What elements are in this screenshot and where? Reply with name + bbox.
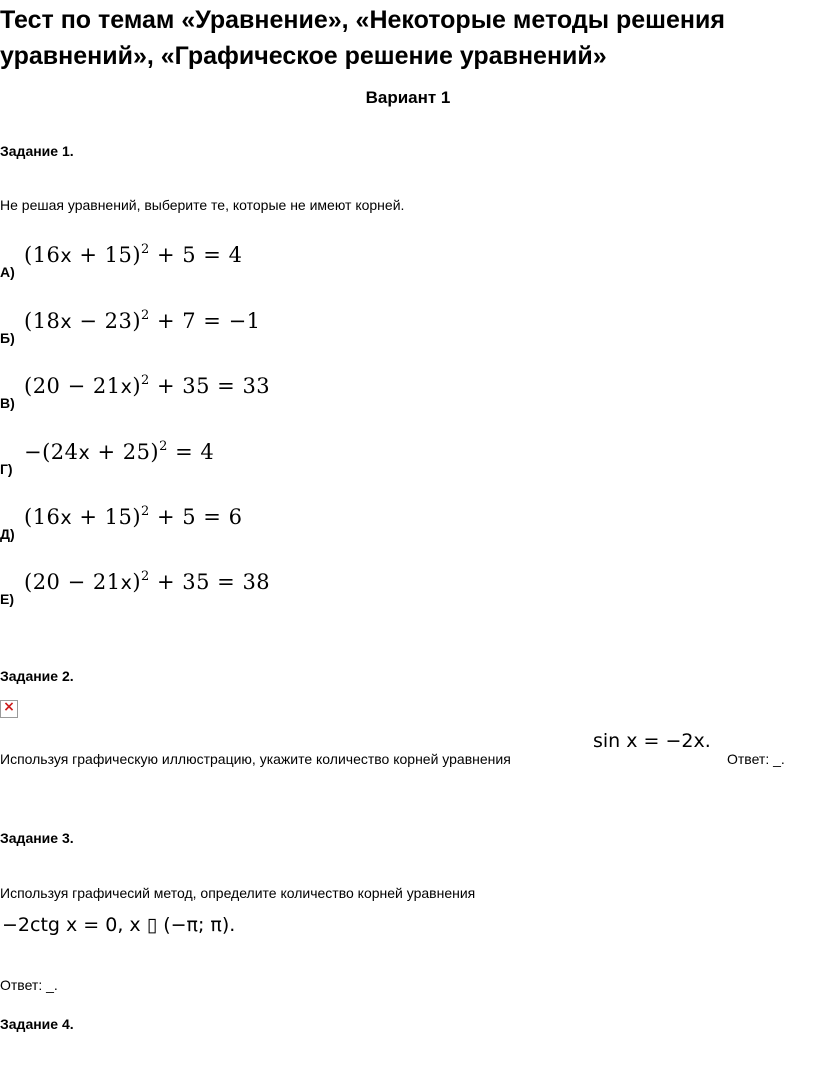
- task-2-heading: Задание 2.: [0, 668, 74, 684]
- equation-part-exp: 2: [141, 373, 150, 388]
- task-3-answer: Ответ: _.: [0, 977, 58, 993]
- equation-part-exp: 2: [159, 439, 168, 454]
- equation-part-pre: (20 − 21: [24, 374, 121, 398]
- task-1-option-label: Д): [0, 526, 15, 542]
- equation-part-post: + 25): [90, 440, 160, 464]
- equation-part-tail: + 5 = 4: [149, 243, 243, 267]
- task-1-option-label: А): [0, 264, 15, 280]
- equation-part-tail: + 5 = 6: [149, 505, 243, 529]
- equation-part-tail: = 4: [167, 440, 215, 464]
- equation-part-var: x: [60, 311, 73, 333]
- equation-part-exp: 2: [141, 242, 150, 257]
- task-1-heading: Задание 1.: [0, 143, 74, 159]
- task-1-option-equation: [24, 570, 270, 594]
- task-2-answer: Ответ: _.: [727, 751, 785, 767]
- task-3-heading: Задание 3.: [0, 830, 74, 846]
- equation-part-var: x: [120, 376, 133, 398]
- task-1-option-equation: [24, 374, 270, 398]
- task-1-text: Не решая уравнений, выберите те, которые не имеют корней.: [0, 197, 405, 213]
- equation-part-pre: (16: [24, 505, 61, 529]
- equation-part-exp: 2: [141, 308, 150, 323]
- equation-part-var: x: [60, 507, 73, 529]
- task-2-equation: sin x = −2x.: [593, 730, 711, 752]
- page-title-line-1: Тест по темам «Уравнение», «Некоторые методы решения: [0, 6, 725, 34]
- broken-image-icon: ×: [0, 700, 18, 718]
- equation-part-post: + 15): [72, 243, 142, 267]
- task-3-text: Используя графичесий метод, определите количество корней уравнения: [0, 885, 476, 901]
- equation-part-post: ): [132, 570, 142, 594]
- equation-part-tail: + 35 = 33: [149, 374, 271, 398]
- task-1-option-equation: [24, 309, 261, 333]
- variant-heading: Вариант 1: [365, 88, 451, 107]
- equation-part-pre: (20 − 21: [24, 570, 121, 594]
- task-1-option-label: В): [0, 395, 15, 411]
- equation-part-pre: −(24: [24, 440, 79, 464]
- task-1-option-label: Е): [0, 591, 14, 607]
- task-1-option-label: Г): [0, 461, 13, 477]
- task-1-option-equation: [24, 243, 242, 267]
- equation-part-exp: 2: [141, 569, 150, 584]
- equation-part-tail: + 7 = −1: [149, 309, 261, 333]
- equation-part-pre: (18: [24, 309, 61, 333]
- equation-part-tail: + 35 = 38: [149, 570, 271, 594]
- task-4-heading: Задание 4.: [0, 1016, 74, 1032]
- equation-part-pre: (16: [24, 243, 61, 267]
- equation-part-post: + 15): [72, 505, 142, 529]
- task-3-equation: −2ctg x = 0, x ▯ (−π; π).: [2, 914, 236, 936]
- task-1-option-label: Б): [0, 330, 15, 346]
- task-1-option-equation: [24, 505, 242, 529]
- equation-part-post: − 23): [72, 309, 142, 333]
- page-title-line-2: уравнений», «Графическое решение уравнений»: [0, 42, 607, 70]
- equation-part-var: x: [60, 245, 73, 267]
- equation-part-var: x: [78, 442, 91, 464]
- equation-part-post: ): [132, 374, 142, 398]
- task-2-text: Используя графическую иллюстрацию, укажите количество корней уравнения: [0, 751, 511, 767]
- equation-part-var: x: [120, 572, 133, 594]
- task-1-option-equation: [24, 440, 214, 464]
- equation-part-exp: 2: [141, 504, 150, 519]
